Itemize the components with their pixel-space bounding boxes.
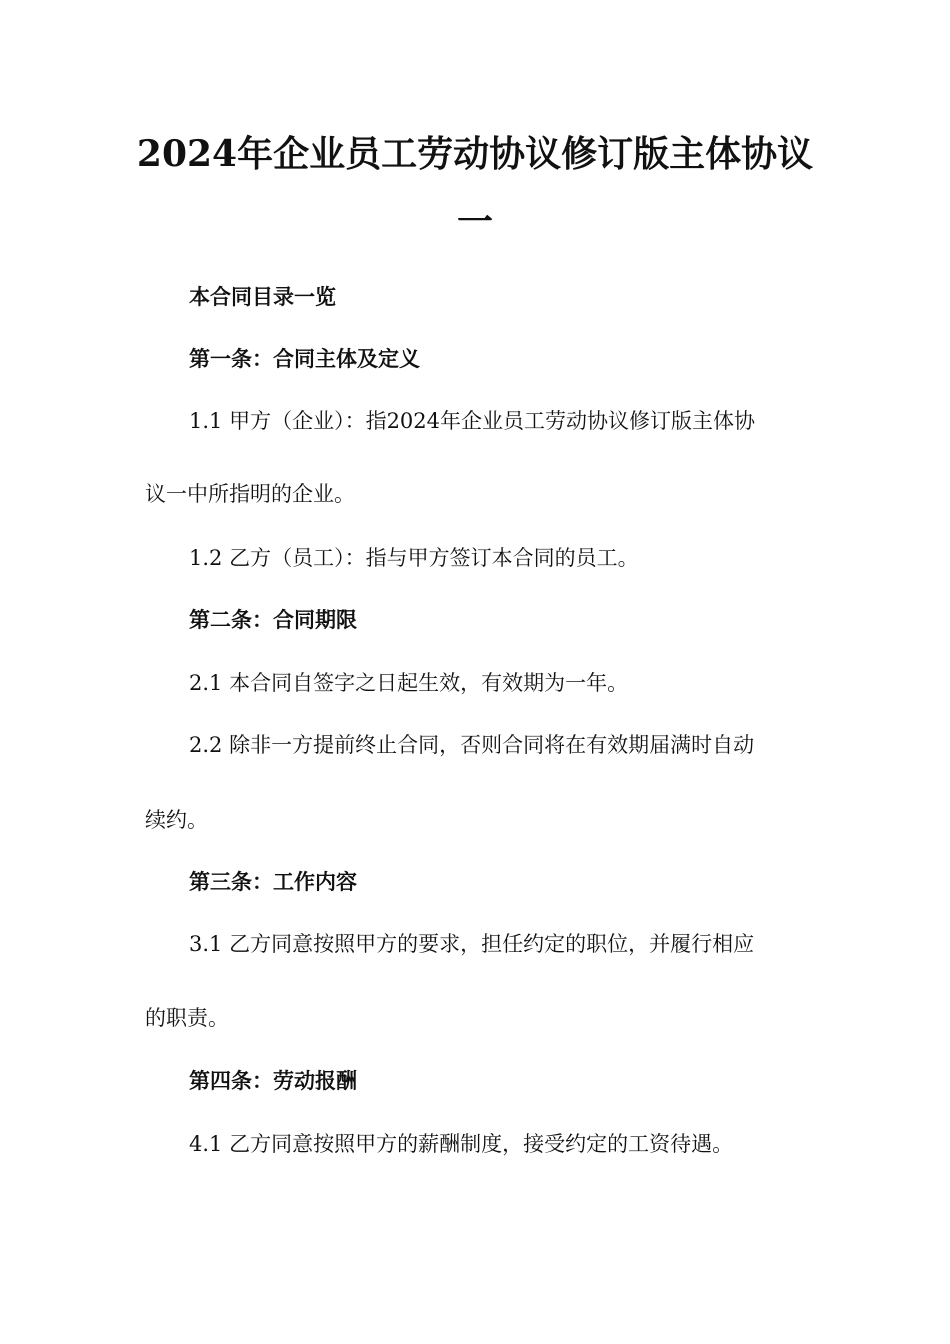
clause-3-1-line-1: 3.1 乙方同意按照甲方的要求，担任约定的职位，并履行相应 [189,932,755,956]
toc-heading: 本合同目录一览 [189,285,336,309]
article-3-heading: 第三条：工作内容 [189,870,357,894]
clause-2-2-line-2: 续约。 [145,808,208,832]
article-2-heading: 第二条：合同期限 [189,608,357,632]
article-1-heading: 第一条：合同主体及定义 [189,347,420,371]
document-title-line-1: 2024年企业员工劳动协议修订版主体协议 [136,133,814,175]
clause-2-2-line-1: 2.2 除非一方提前终止合同，否则合同将在有效期届满时自动 [189,733,755,757]
article-4-heading: 第四条：劳动报酬 [189,1069,357,1093]
clause-2-1: 2.1 本合同自签字之日起生效，有效期为一年。 [189,671,629,695]
clause-1-1-line-2: 议一中所指明的企业。 [145,482,355,506]
clause-1-1-line-1: 1.1 甲方（企业）：指2024年企业员工劳动协议修订版主体协 [189,409,756,433]
document-title-line-2: 一 [456,201,493,243]
clause-4-1: 4.1 乙方同意按照甲方的薪酬制度，接受约定的工资待遇。 [189,1132,734,1156]
clause-3-1-line-2: 的职责。 [145,1006,229,1030]
clause-1-2: 1.2 乙方（员工）：指与甲方签订本合同的员工。 [189,546,639,570]
